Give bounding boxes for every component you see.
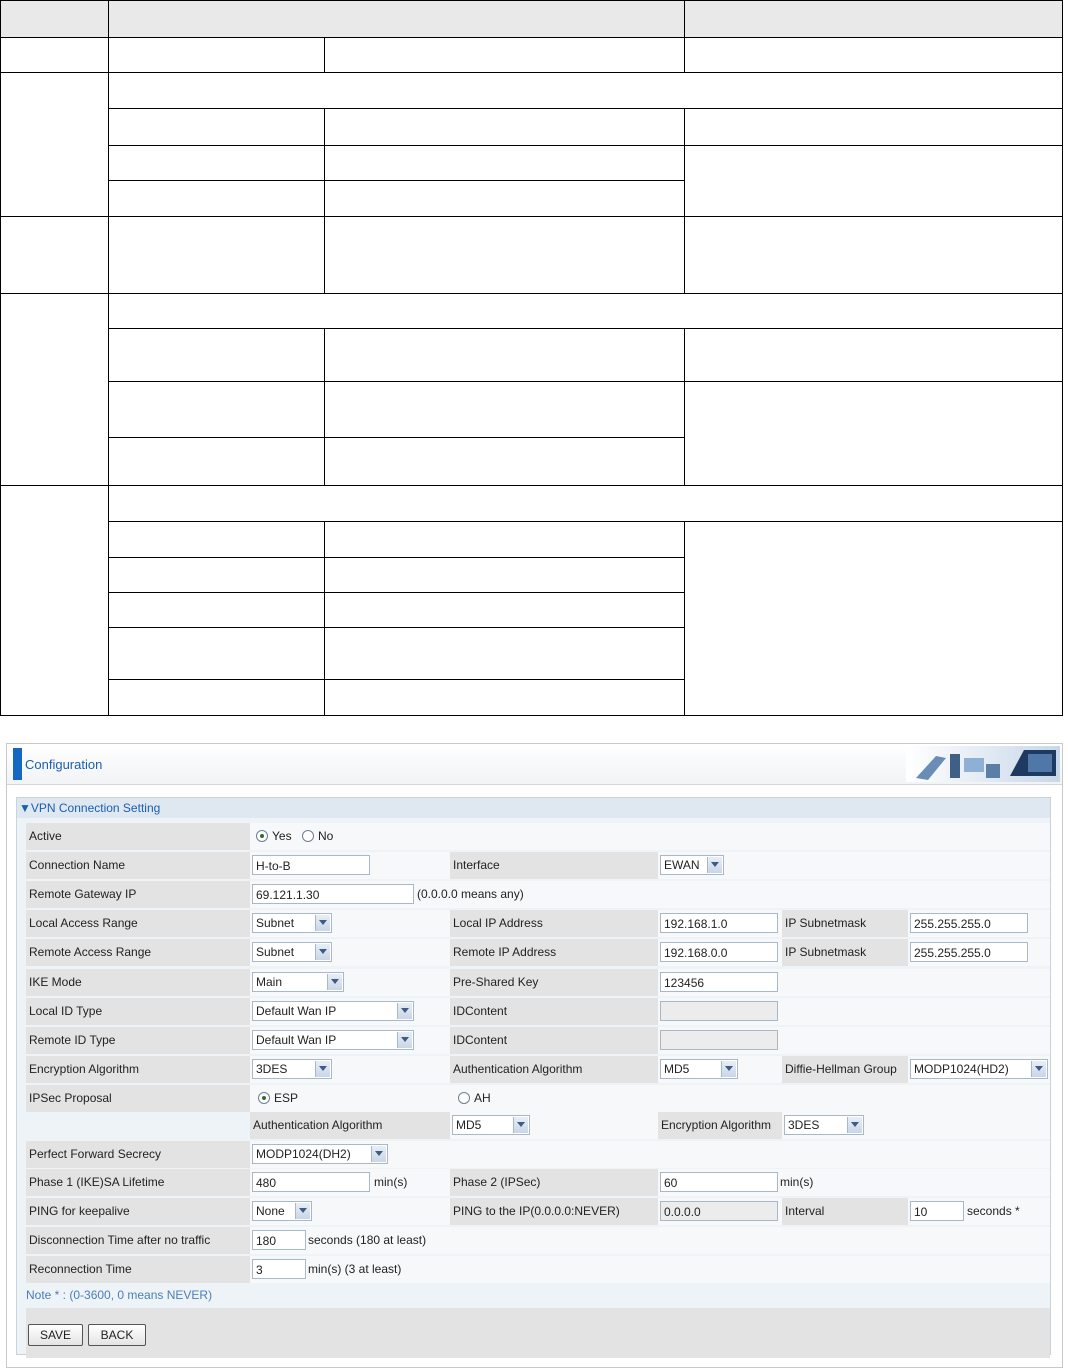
ipsec-ah-cell [450,1085,1050,1112]
ike-mode-select[interactable] [252,972,344,992]
ping-keepalive-cell [250,1198,450,1225]
phase1-cell [250,1169,450,1196]
table-cell [108,72,1063,109]
remote-access-range-select[interactable] [252,942,332,962]
chevron-down-icon [371,1146,386,1162]
remote-access-range-cell [250,939,450,966]
ike-mode-cell [250,969,450,996]
encryption-label: Encryption Algorithm [26,1056,250,1083]
row-local-access-range [26,910,1050,937]
table-cell [684,216,1063,294]
chevron-down-icon [327,974,342,990]
table-cell [684,108,1063,146]
encryption-select[interactable] [252,1059,332,1079]
row-local-id-type [26,998,1050,1025]
remote-access-range-label: Remote Access Range [26,939,250,966]
remote-id-content-input[interactable] [660,1030,778,1050]
ping-keepalive-value: None [256,1204,285,1218]
network-banner-icon [906,746,1060,782]
table-cell [324,557,685,593]
authentication-cell [658,1056,782,1083]
ping-keepalive-label: PING for keepalive [26,1198,250,1225]
connection-name-input[interactable]: H-to-B [252,855,370,875]
phase2-input[interactable]: 60 [660,1172,778,1192]
table-cell [684,37,1063,73]
remote-ip-label: Remote IP Address [450,939,658,966]
remote-gateway-hint: (0.0.0.0 means any) [417,887,524,901]
table-header-cell [684,0,1063,38]
chevron-down-icon [513,1117,528,1133]
row-connection-name [26,852,1050,879]
active-yes-radio[interactable] [256,830,268,842]
encryption-cell [250,1056,450,1083]
table-cell [324,108,685,146]
local-id-type-select[interactable] [252,1001,414,1021]
row-ping [26,1198,1050,1225]
disconnect-input[interactable]: 180 [252,1230,306,1250]
chevron-down-icon [721,1061,736,1077]
proposal-enc-label: Encryption Algorithm [658,1112,782,1139]
remote-ip-cell [658,939,782,966]
table-cell [324,627,685,680]
active-yes-label: Yes [272,829,292,843]
local-ip-cell [658,910,782,937]
local-access-range-cell [250,910,450,937]
local-id-content-input[interactable] [660,1001,778,1021]
phase2-cell [658,1169,1050,1196]
remote-subnet-label: IP Subnetmask [782,939,908,966]
disconnect-unit: seconds (180 at least) [308,1233,427,1247]
table-cell [108,293,1063,329]
table-cell [0,216,109,294]
esp-label: ESP [274,1091,299,1105]
interval-cell [908,1198,1050,1225]
chevron-down-icon [397,1032,412,1048]
table-cell [108,37,325,73]
remote-id-content-label: IDContent [450,1027,658,1054]
proposal-enc-select[interactable] [784,1115,864,1135]
ping-ip-cell [658,1198,782,1225]
phase2-label: Phase 2 (IPSec) [450,1169,658,1196]
table-cell [684,145,1063,217]
remote-subnet-cell [908,939,1050,966]
interval-label: Interval [782,1198,908,1225]
dh-group-cell [908,1056,1050,1083]
ping-ip-input[interactable]: 0.0.0.0 [660,1201,778,1221]
remote-id-type-value: Default Wan IP [256,1033,337,1047]
row-disconnection [26,1227,1050,1254]
dh-group-select[interactable] [910,1059,1048,1079]
table-cell [108,108,325,146]
reconnect-unit: min(s) (3 at least) [308,1262,402,1276]
proposal-auth-value: MD5 [456,1118,482,1132]
local-subnet-label: IP Subnetmask [782,910,908,937]
authentication-label: Authentication Algorithm [450,1056,658,1083]
table-header-cell [108,0,685,38]
ipsec-esp-cell [250,1085,450,1112]
local-id-content-cell [658,998,1050,1025]
table-cell [108,381,325,438]
local-id-type-cell [250,998,450,1025]
table-cell [324,328,685,382]
chevron-down-icon [1031,1061,1046,1077]
table-cell [108,627,325,680]
remote-id-content-cell [658,1027,1050,1054]
active-field [250,823,1050,850]
table-cell [324,521,685,558]
table-cell [108,328,325,382]
psk-label: Pre-Shared Key [450,969,658,996]
ping-keepalive-select[interactable] [252,1201,312,1221]
ping-ip-label: PING to the IP(0.0.0.0:NEVER) [450,1198,658,1225]
psk-input[interactable]: 123456 [660,972,778,992]
pfs-value: MODP1024(DH2) [256,1147,351,1161]
ike-mode-label: IKE Mode [26,969,250,996]
table-cell [108,145,325,181]
remote-id-type-cell [250,1027,450,1054]
button-bar [26,1308,1050,1358]
ah-radio[interactable] [458,1092,470,1104]
local-id-type-label: Local ID Type [26,998,250,1025]
table-cell [684,381,1063,486]
panel-header [7,744,1062,785]
local-access-range-label: Local Access Range [26,910,250,937]
table-cell [108,557,325,593]
remote-access-range-value: Subnet [256,945,295,959]
phase1-input[interactable]: 480 [252,1172,370,1192]
ike-mode-value: Main [256,975,283,989]
table-cell [684,328,1063,382]
authentication-select[interactable] [660,1059,738,1079]
interface-select-value: EWAN [664,858,700,872]
row-ike-mode [26,969,1050,996]
chevron-down-icon [315,944,330,960]
table-cell [108,180,325,217]
chevron-down-icon [847,1117,862,1133]
row-remote-gateway [26,881,1050,908]
local-ip-label: Local IP Address [450,910,658,937]
proposal-auth-label: Authentication Algorithm [250,1112,450,1139]
phase1-label: Phase 1 (IKE)SA Lifetime [26,1169,250,1196]
interface-cell [658,852,1050,879]
interval-input[interactable]: 10 [910,1201,964,1221]
remote-ip-input[interactable]: 192.168.0.0 [660,942,778,962]
dh-group-value: MODP1024(HD2) [914,1062,1009,1076]
table-cell [684,521,1063,716]
table-cell [0,485,109,716]
interface-label: Interface [450,852,658,879]
encryption-value: 3DES [256,1062,288,1076]
pfs-label: Perfect Forward Secrecy [26,1141,250,1168]
configuration-panel [6,743,1063,1368]
note-text: Note * : (0-3600, 0 means NEVER) [26,1288,213,1302]
authentication-value: MD5 [664,1062,690,1076]
active-no-radio[interactable] [302,830,314,842]
table-cell [108,437,325,486]
row-pfs [26,1141,1050,1168]
remote-id-type-select[interactable] [252,1030,414,1050]
row-active [26,823,1050,850]
chevron-down-icon [315,1061,330,1077]
connection-name-cell [250,852,450,879]
local-id-type-value: Default Wan IP [256,1004,337,1018]
local-access-range-select[interactable] [252,913,332,933]
interval-unit: seconds * [967,1204,1020,1218]
table-cell [324,679,685,716]
remote-gateway-label: Remote Gateway IP [26,881,250,908]
table-cell [324,37,685,73]
reconnect-label: Reconnection Time [26,1256,250,1283]
row-encryption [26,1056,1050,1083]
phase2-unit: min(s) [780,1175,814,1189]
pfs-select[interactable] [252,1144,388,1164]
active-label: Active [26,823,250,850]
table-cell [324,437,685,486]
proposal-enc-value: 3DES [788,1118,820,1132]
row-reconnection [26,1256,1050,1283]
table-cell [0,37,109,73]
remote-gateway-input[interactable]: 69.121.1.30 [252,884,414,904]
section-title: ▼VPN Connection Setting [17,798,1050,818]
table-cell [108,679,325,716]
disconnect-cell [250,1227,1050,1254]
table-cell [108,216,325,294]
row-remote-access-range [26,939,1050,966]
table-cell [324,381,685,438]
chevron-down-icon [397,1003,412,1019]
proposal-spacer [26,1112,250,1139]
connection-name-label: Connection Name [26,852,250,879]
disconnect-label: Disconnection Time after no traffic [26,1227,250,1254]
psk-cell [658,969,1050,996]
table-cell [0,293,109,486]
row-phase-lifetime [26,1169,1050,1196]
row-ipsec-proposal [26,1085,1050,1112]
active-no-label: No [318,829,334,843]
chevron-down-icon [315,915,330,931]
table-cell [324,180,685,217]
proposal-auth-cell [450,1112,658,1139]
back-button[interactable]: BACK [88,1324,146,1346]
row-remote-id-type [26,1027,1050,1054]
pfs-cell [250,1141,1050,1168]
save-button[interactable]: SAVE [28,1324,83,1346]
interface-select[interactable] [660,855,724,875]
reconnect-cell [250,1256,1050,1283]
dh-group-label: Diffie-Hellman Group [782,1056,908,1083]
vpn-connection-setting-section [16,797,1051,1355]
table-cell [108,521,325,558]
table-cell [108,485,1063,522]
table-cell [324,592,685,628]
table-cell [0,72,109,217]
remote-subnet-input[interactable]: 255.255.255.0 [910,942,1028,962]
local-id-content-label: IDContent [450,998,658,1025]
local-subnet-cell [908,910,1050,937]
remote-gateway-cell [250,881,1050,908]
local-access-range-value: Subnet [256,916,295,930]
proposal-enc-cell [782,1112,1050,1139]
proposal-auth-select[interactable] [452,1115,530,1135]
table-cell [108,592,325,628]
phase1-unit: min(s) [374,1175,408,1189]
local-subnet-input[interactable]: 255.255.255.0 [910,913,1028,933]
esp-radio[interactable] [258,1092,270,1104]
table-cell [324,216,685,294]
chevron-down-icon [295,1203,310,1219]
table-cell [324,145,685,181]
header-accent-bar [13,748,22,780]
ah-label: AH [474,1091,491,1105]
local-ip-input[interactable]: 192.168.1.0 [660,913,778,933]
ipsec-proposal-label: IPSec Proposal [26,1085,250,1112]
page-title: Configuration [25,757,103,772]
row-proposal-algorithms [26,1112,1050,1139]
remote-id-type-label: Remote ID Type [26,1027,250,1054]
reconnect-input[interactable]: 3 [252,1259,306,1279]
chevron-down-icon [707,857,722,873]
table-header-cell [0,0,109,38]
